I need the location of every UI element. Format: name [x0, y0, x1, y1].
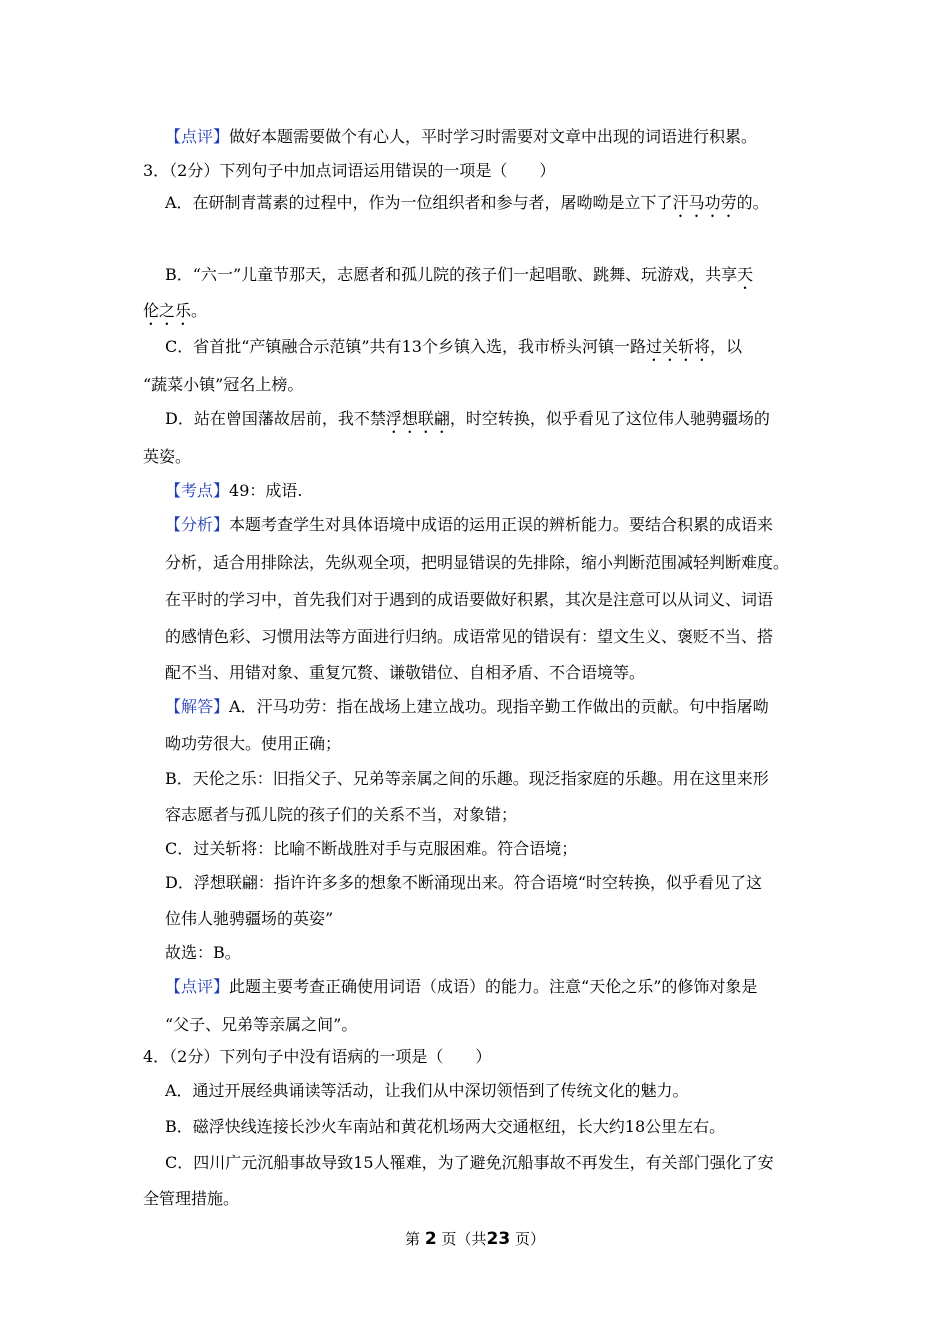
option-c-cont: “蔬菜小镇”冠名上榜。 — [143, 375, 304, 394]
q4-option-b: B．磁浮快线连接长沙火车南站和黄花机场两大交通枢纽，长大约18公里左右。 — [165, 1117, 726, 1136]
option-a-text: A．在研制青蒿素的过程中，作为一位组织者和参与者，屠呦呦是立下了 — [165, 193, 673, 212]
q4-option-c-cont: 全管理措施。 — [143, 1189, 240, 1208]
kaodian-text: 49：成语. — [229, 481, 303, 500]
option-a — [165, 192, 769, 221]
dianping-tag: 【点评】 — [165, 977, 230, 996]
dianping-line-2: “父子、兄弟等亲属之间”。 — [165, 1015, 358, 1034]
jieda-tag: 【解答】 — [165, 697, 230, 716]
option-c-tail: ，以 — [709, 337, 742, 356]
comment-text: 做好本题需要做个有心人，平时学习时需要对文章中出现的词语进行积累。 — [229, 127, 758, 146]
comment-line — [165, 126, 757, 148]
fenxi-line-4: 的感情色彩、习惯用法等方面进行归纳。成语常见的错误有：望文生义、褒贬不当、搭 — [165, 627, 774, 646]
page-number: 2 — [424, 1229, 437, 1249]
option-c-text: C．省首批“产镇融合示范镇”共有13个乡镇入选，我市桥头河镇一路 — [165, 337, 646, 356]
fenxi-line — [165, 514, 773, 536]
option-b-cont — [143, 300, 207, 329]
option-d-text: D．站在曾国藩故居前，我不禁 — [165, 409, 386, 428]
dotted-word: 天 — [737, 265, 754, 284]
jieda-line-4: 容志愿者与孤儿院的孩子们的关系不当，对象错； — [165, 805, 518, 824]
dianping-text: 此题主要考查正确使用词语（成语）的能力。注意“天伦之乐”的修饰对象是 — [229, 977, 758, 996]
option-b-tail: 。 — [191, 301, 208, 320]
option-d-cont: 英姿。 — [143, 447, 192, 466]
jieda-line-7: 位伟人驰骋疆场的英姿” — [165, 909, 334, 928]
question-4-stem: 4．（2分）下列句子中没有语病的一项是（ ） — [143, 1047, 492, 1066]
option-b-text: B．“六一”儿童节那天，志愿者和孤儿院的孩子们一起唱歌、跳舞、玩游戏，共享 — [165, 265, 738, 284]
jieda-line — [165, 696, 769, 718]
jieda-line-2: 呦功劳很大。使用正确； — [165, 734, 342, 753]
footer-text: 页（共 — [441, 1230, 487, 1248]
total-pages: 23 — [486, 1229, 511, 1249]
option-a-tail: 的。 — [736, 193, 769, 212]
fenxi-line-5: 配不当、用错对象、重复冗赘、谦敬错位、自相矛盾、不合语境等。 — [165, 663, 646, 682]
option-d-tail: ，时空转换，似乎看见了这位伟人驰骋疆场的 — [449, 409, 770, 428]
jieda-line-5: C．过关斩将：比喻不断战胜对手与克服困难。符合语境； — [165, 839, 578, 858]
fenxi-text: 本题考查学生对具体语境中成语的运用正误的辨析能力。要结合积累的成语来 — [229, 515, 774, 534]
answer-line: 故选：B。 — [165, 943, 241, 962]
dotted-word: 伦之乐 — [143, 301, 192, 320]
jieda-text: A．汗马功劳：指在战场上建立战功。现指辛勤工作做出的贡献。句中指屠呦 — [229, 697, 769, 716]
footer-text: 第 — [405, 1230, 421, 1248]
kaodian-line — [165, 480, 302, 502]
fenxi-line-2: 分析，适合用排除法，先纵观全项，把明显错误的先排除，缩小判断范围减轻判断难度。 — [165, 553, 790, 572]
jieda-line-6: D．浮想联翩：指许许多多的想象不断涌现出来。符合语境“时空转换，似乎看见了这 — [165, 873, 763, 892]
option-d — [165, 408, 770, 437]
question-3-stem: 3．（2分）下列句子中加点词语运用错误的一项是（ ） — [143, 161, 556, 180]
dotted-word: 浮想联翩 — [385, 409, 450, 428]
fenxi-line-3: 在平时的学习中，首先我们对于遇到的成语要做好积累，其次是注意可以从词义、词语 — [165, 590, 774, 609]
q4-option-c: C．四川广元沉船事故导致15人罹难，为了避免沉船事故不再发生，有关部门强化了安 — [165, 1153, 774, 1172]
fenxi-tag: 【分析】 — [165, 515, 230, 534]
comment-tag: 【点评】 — [165, 127, 230, 146]
dotted-word: 过关斩将 — [645, 337, 710, 356]
option-b — [165, 264, 753, 293]
page-footer — [0, 1228, 950, 1250]
q4-option-a: A．通过开展经典诵读等活动，让我们从中深切领悟到了传统文化的魅力。 — [165, 1081, 689, 1100]
dotted-word: 汗马功劳 — [672, 193, 737, 212]
option-c — [165, 336, 742, 365]
kaodian-tag: 【考点】 — [165, 481, 230, 500]
jieda-line-3: B．天伦之乐：旧指父子、兄弟等亲属之间的乐趣。现泛指家庭的乐趣。用在这里来形 — [165, 769, 769, 788]
footer-text: 页） — [514, 1230, 545, 1248]
dianping-line — [165, 976, 757, 998]
